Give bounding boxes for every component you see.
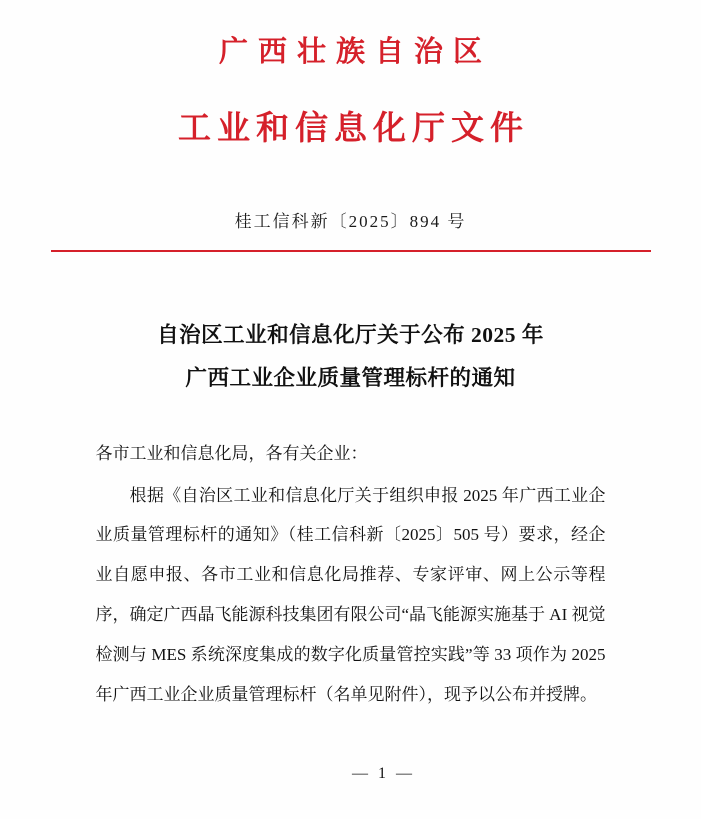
document-title	[0, 314, 701, 400]
salutation: 各市工业和信息化局，各有关企业：	[95, 443, 368, 463]
issuing-organization: 广西壮族自治区	[218, 36, 492, 68]
body-paragraph-1: 根据《自治区工业和信息化厅关于组织申报 2025 年广西工业企业质量管理标杆的通知》（桂工信科新〔2025〕505 号）要求，经企业自愿申报、各市工业和信息化局推荐、专家评审、网上公示等程序，确定广西晶飞能源科技集团有限公司“晶飞能源实施基于 AI 视觉检测与 MES 系统深度集成的数字化质量管控实践”等 33 项作为 2025 年广西工业企业质量管理标杆（名单见附件），现予以公布并授牌。	[95, 485, 606, 705]
document-body	[96, 434, 606, 716]
red-divider-rule	[51, 250, 651, 252]
document-number: 桂工信科新〔2025〕894 号	[234, 211, 467, 231]
document-title-line-2: 广西工业企业质量管理标杆的通知	[185, 365, 516, 390]
document-title-line-1: 自治区工业和信息化厅关于公布 2025 年	[157, 322, 544, 347]
page-number	[0, 765, 701, 783]
page-number-text: — 1 —	[352, 765, 415, 782]
document-header	[0, 0, 701, 151]
issuing-department-title: 工业和信息化厅文件	[178, 110, 529, 147]
